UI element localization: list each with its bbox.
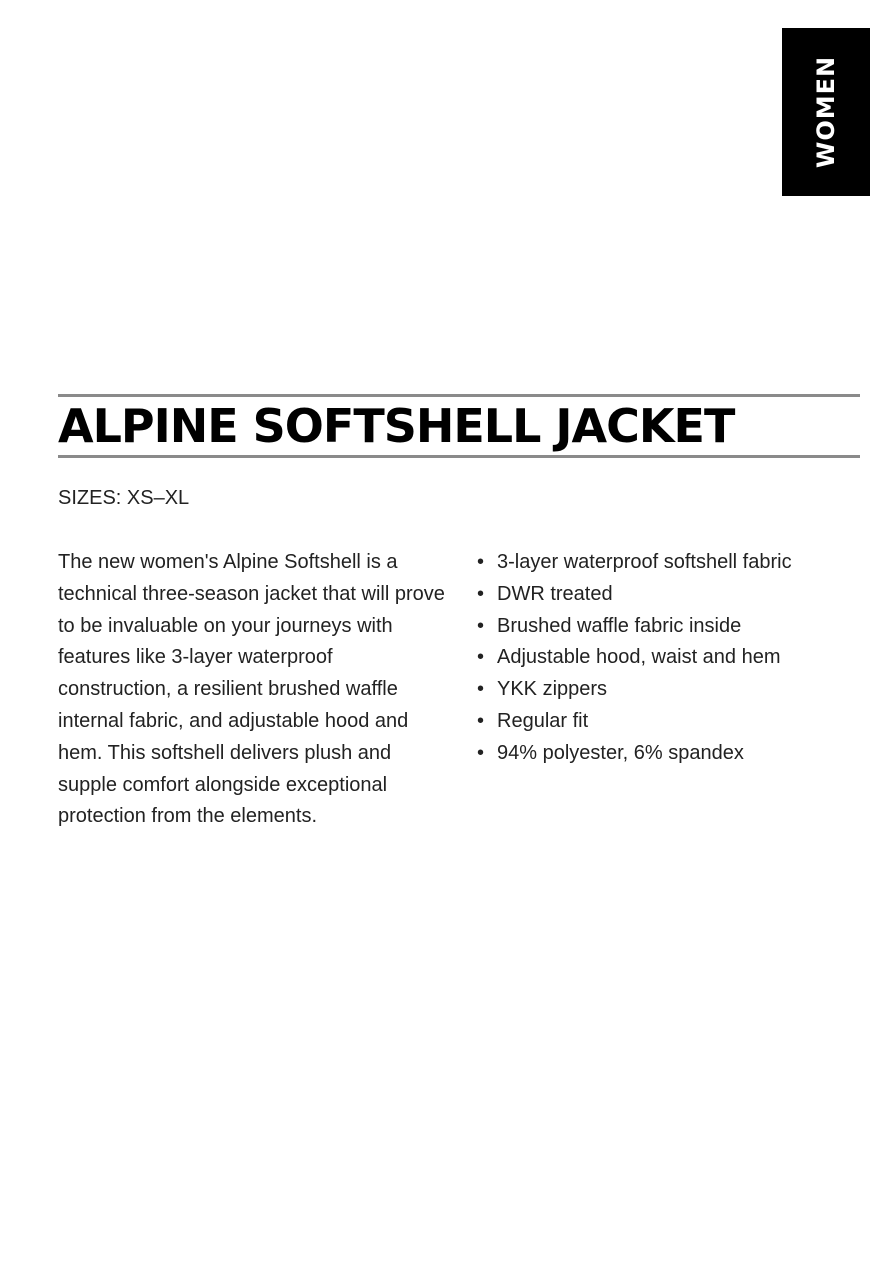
feature-item xyxy=(475,547,875,579)
feature-text: 94% polyester, 6% spandex xyxy=(497,741,744,764)
category-tab xyxy=(782,28,870,196)
feature-text: Adjustable hood, waist and hem xyxy=(497,646,781,669)
feature-text: Regular fit xyxy=(497,709,589,732)
product-title: ALPINE SOFTSHELL JACKET xyxy=(58,399,735,453)
feature-text: 3-layer waterproof softshell fabric xyxy=(497,551,792,573)
bullet-icon: • xyxy=(477,551,485,573)
bullet-icon: • xyxy=(477,646,485,669)
bullet-icon: • xyxy=(477,709,485,732)
feature-item xyxy=(475,706,875,738)
feature-text: Brushed waffle fabric inside xyxy=(497,614,742,637)
bullet-icon: • xyxy=(477,614,485,637)
feature-item xyxy=(475,738,875,770)
bullet-icon: • xyxy=(477,678,485,701)
product-description: The new women's Alpine Softshell is a technical three-season jacket that will prove to be invaluable on your journeys with features like 3-layer waterproof construction, a resilient brushed waffle internal fabric, and adjustable hood and hem. This softshell delivers plush and supple comfort alongside exceptional protection from the elements. xyxy=(58,551,445,828)
feature-item xyxy=(475,642,875,674)
bullet-icon: • xyxy=(477,582,485,605)
feature-item xyxy=(475,674,875,706)
feature-list xyxy=(475,547,875,770)
feature-item xyxy=(475,611,875,643)
feature-item xyxy=(475,579,875,611)
feature-text: YKK zippers xyxy=(497,678,608,701)
bullet-icon: • xyxy=(477,741,485,764)
title-bottom-rule xyxy=(58,455,860,458)
product-sizes: SIZES: XS–XL xyxy=(58,487,190,509)
feature-text: DWR treated xyxy=(497,582,613,605)
category-tab-label: WOMEN xyxy=(812,55,840,169)
